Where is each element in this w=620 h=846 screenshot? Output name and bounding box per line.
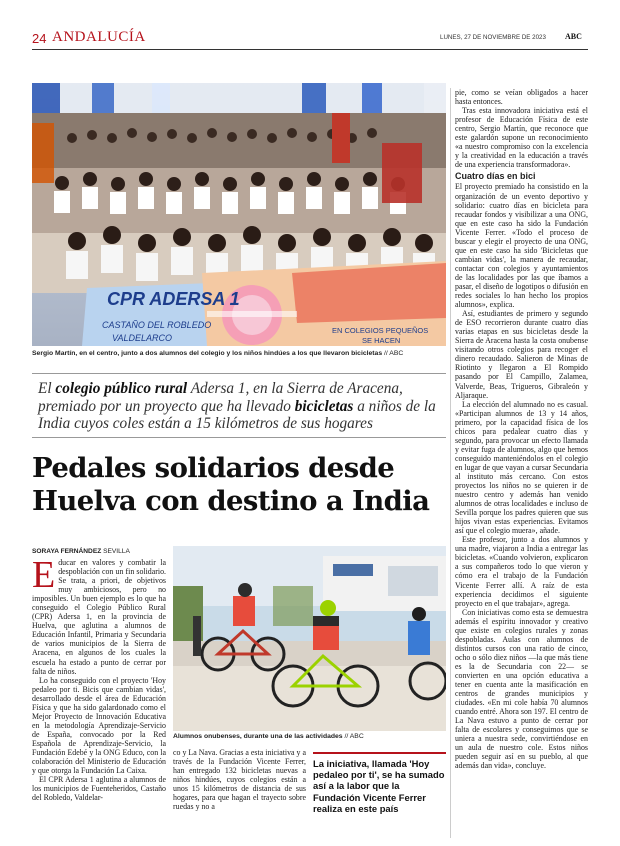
- col3-paragraph-2: Tras esta innovadora iniciativa está el profesor de Educación Física de este centro, Sergio Martín, que reconoce que este galardón supone un reconocimiento «a nuestro compromiso con la excelencia y la creatividad en la educación a través de una experiencia transformadora».: [455, 106, 588, 170]
- byline-place: SEVILLA: [103, 548, 130, 555]
- deck-bold-2: bicicletas: [294, 397, 354, 415]
- column-1: [32, 554, 166, 803]
- banner-sub-1: CASTAÑO DEL ROBLEDO: [102, 320, 212, 330]
- col3-paragraph-1: pie, como se veían obligados a hacer hasta entonces.: [455, 88, 588, 107]
- pull-quote: La iniciativa, llamada 'Hoy pedaleo por ti', se ha sumado así a la labor que la Fundación Vicente Ferrer realiza en este país: [313, 758, 445, 814]
- col3-paragraph-3: El proyecto premiado ha consistido en la organización de un evento deportivo y solidario: cuatro días en bicicleta para recaudar fondos y visibilizar a una ONG, que en este caso ha sido la Fundación Vicente Ferrer. «Todo el proceso de buscar y elegir el proyecto de una ONG, que en este caso ha sido 'Bicicletas que cambian vidas', la manera de recaudar, contactar con colegios y ayuntamientos de las localidades por las que íbamos a pasar, el diseño de logotipos o difusión en redes sociales lo han hecho los propios alumnos», explica.: [455, 182, 588, 310]
- header-rule: [32, 49, 588, 50]
- deck-part-2: Adersa 1, en la Sierra de Aracena, premiado por un proyecto que ha llevado: [38, 380, 403, 415]
- issue-date: LUNES, 27 DE NOVIEMBRE DE 2023: [440, 34, 546, 41]
- dropcap: E: [32, 554, 56, 596]
- pull-quote-rule: [313, 752, 446, 754]
- col3-paragraph-7: Con iniciativas como esta se demuestra además el espíritu innovador y creativo que existe en colegios rurales y zonas despobladas. Aulas con alumnos de distintos cursos con una ratio de cinco, ocho o sólo diez niños —la que más tiene es la de Secundaria con 22— se convierten en una opción educativa a tener en cuenta ante la masificación en centros de grandes municipios y ciudades. «En mi cole había 70 alumnos cuando entré. Ahora son 197. El centro de La Nava estuvo a punto de cerrar por falta de escolares y conseguimos que se uniera a nuestra sede, convirtiéndose en un aula de nuestro cole. Estos niños pueden seguir así en su pueblo, al que además dan vida», concluye.: [455, 607, 588, 771]
- main-photo-credit: // ABC: [384, 350, 404, 357]
- banner-right-2: SE HACEN: [362, 336, 401, 345]
- bike-photo: [173, 546, 446, 731]
- deck-rule-bottom: [32, 437, 446, 438]
- bike-photo-caption: [173, 733, 446, 740]
- deck-part-1: El: [38, 380, 56, 397]
- column-rule-right: [450, 88, 451, 838]
- deck-rule-top: [32, 373, 446, 374]
- main-photo: [32, 83, 446, 346]
- subhead-cuatro-dias: Cuatro días en bici: [455, 171, 536, 182]
- col1-paragraph-1: [32, 554, 166, 676]
- deck-subtitle: [38, 380, 444, 433]
- col1-paragraph-2: Lo ha conseguido con el proyecto 'Hoy pedaleo por ti. Bicis que cambian vidas', desarrollado desde el área de Educación Física y que ha sido galardonado como el Mejor Proyecto de Innovación Educativa en la metodología Aprendizaje-Servicio de España, convocado por la Red Española de Aprendizaje-Servicio, la Fundación Edebé y la ONG Educo, con la colaboración del Ministerio de Educación y que otorga la Fundación La Caixa.: [32, 675, 166, 776]
- main-photo-caption: [32, 350, 446, 357]
- brand-logo: ABC: [565, 32, 582, 41]
- column-2: [173, 748, 306, 811]
- deck-bold-1: colegio público rural: [55, 380, 188, 397]
- page-number: 24: [32, 31, 47, 46]
- column-3: [455, 88, 588, 838]
- banner-title: CPR ADERSA 1: [107, 289, 240, 309]
- bike-photo-credit: // ABC: [344, 733, 364, 740]
- byline-author: SORAYA FERNÁNDEZ: [32, 548, 102, 555]
- section-title: ANDALUCÍA: [52, 29, 146, 45]
- col3-paragraph-5: La elección del alumnado no es casual. «Participan alumnos de 13 y 14 años, primero, por la capacidad física de los chicos para pedalear cuatro días y segundo, para provocar un efecto llamada y evitar fuga de alumnos, algo que hemos conseguido manteniéndolos en el colegio en lugar de que vayan a cursar Secundaria al instituto más cercano. Con estos proyectos los niños no se quieren ir de nuestro centro y además han venido alumnos de otras localidades e incluso de Sevilla porque los padres quieren que sus hijos vivan estas experiencias. Evitamos así que el colegio muera», añade.: [455, 399, 588, 536]
- col3-paragraph-4: Así, estudiantes de primero y segundo de ESO recorrieron durante cuatro días varias etapas en sus bicicletas desde la Sierra de Aracena hasta la costa onubense visitando otros colegios para recoger el dinero recaudado. Salieron de Minas de Riotinto y llegaron a El Rompido pasando por El Campillo, Zalamea, Valverde, Beas, Trigueros, Gibraleón y Aljaraque.: [455, 309, 588, 400]
- col3-paragraph-6: Este profesor, junto a dos alumnos y una madre, viajaron a India a entregar las bicicletas. «Cuando volvieron, explicaron a sus compañeros todo lo que vieron y cómo era el trabajo de la Fundación Vicente Ferrer allí. A raíz de esta experiencia decidimos el siguiente proyecto en el que trabajar», agrega.: [455, 535, 588, 608]
- col1-paragraph-3: El CPR Adersa 1 aglutina a alumnos de los municipios de Fuenteheridos, Castaño del Robledo, Valdelar-: [32, 775, 166, 803]
- headline: Pedales solidarios desde Huelva con destino a India: [32, 452, 430, 517]
- banner-right-1: EN COLEGIOS PEQUEÑOS: [332, 326, 429, 335]
- deck-part-3: a niños de la India cuyos coles están a 15 kilómetros de sus hogares: [38, 397, 436, 432]
- col1-p1-text: ducar en valores y combatir la despoblación con un fin solidario. Se trata, a priori, de objetivos muy ambiciosos, pero no imposibles. Un buen ejemplo es lo que ha conseguido el Colegio Público Rural (CPR) Adersa 1, en la provincia de Huelva, que aglutina a alumnos de Educación Infantil, Primaria y Secundaria de varios municipios de la Sierra de Aracena, en algunos de los cuales la escuela ha estado a punto de cerrar por falta de niños.: [32, 558, 166, 676]
- main-photo-caption-text: Sergio Martín, en el centro, junto a dos alumnos del colegio y los niños hindúes a los que llevaron bicicletas: [32, 350, 383, 357]
- bike-photo-caption-text: Alumnos onubenses, durante una de las actividades: [173, 733, 343, 740]
- banner-sub-2: VALDELARCO: [112, 333, 173, 343]
- col2-paragraph-1: co y La Nava. Gracias a esta iniciativa y a través de la Fundación Vicente Ferrer, han entregado 132 bicicletas nuevas a niños hindúes, cuyos colegios están a unos 15 kilómetros de distancia de sus hogares, para que hagan el trayecto sobre ruedas y no a: [173, 748, 306, 812]
